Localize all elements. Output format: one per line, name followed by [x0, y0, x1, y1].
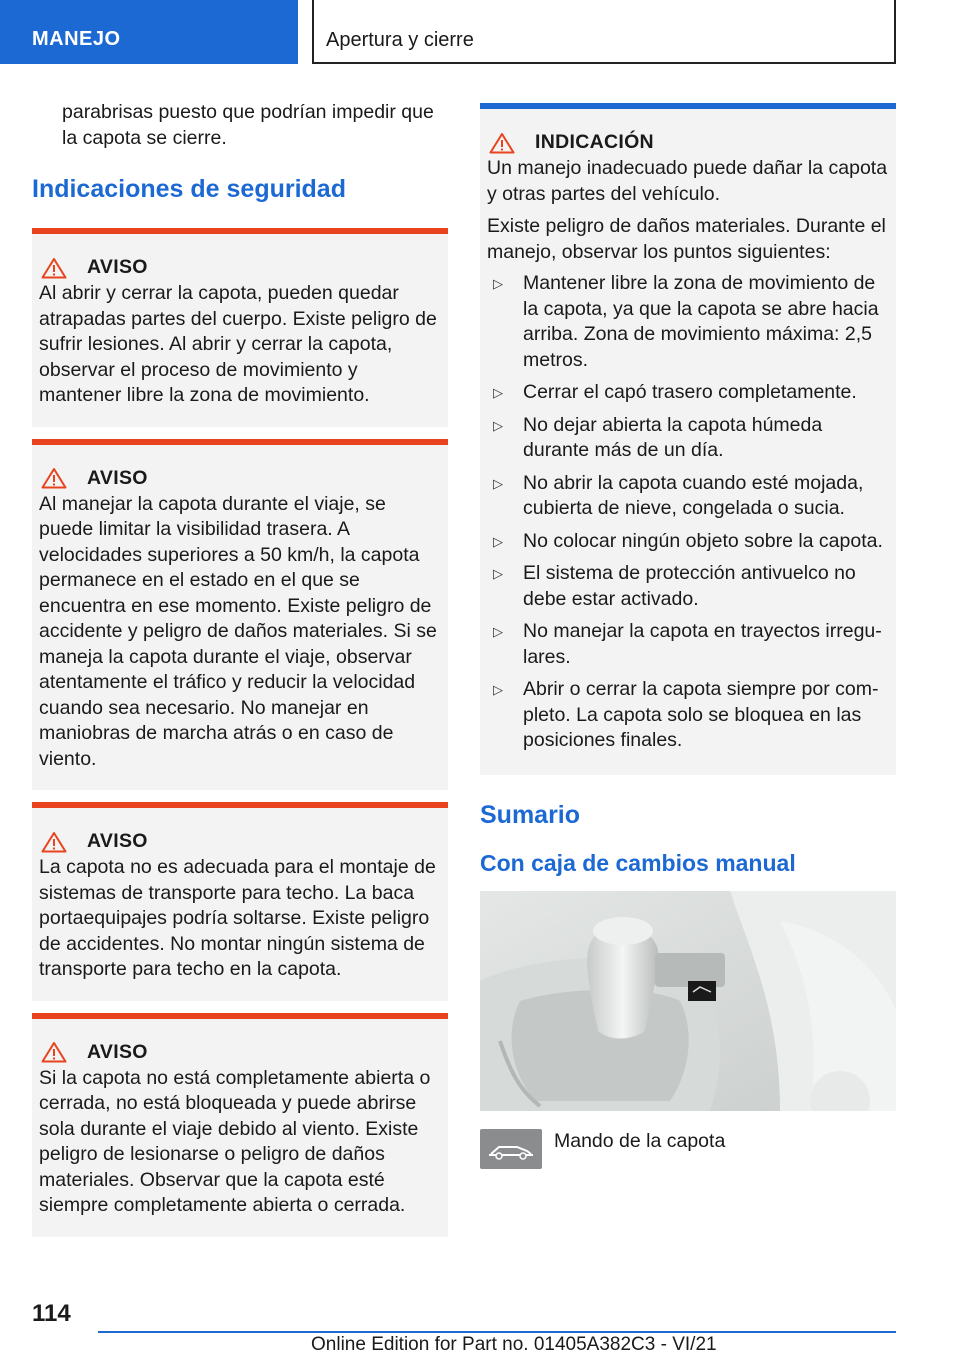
caption-text: Mando de la capota: [554, 1129, 726, 1152]
list-item: ▷ Mantener libre la zona de movimiento de la capota, ya que la capota se abre hacia arriba. Zona de movimiento máxima: 2,5 metros.: [487, 271, 888, 373]
list-item: ▷ No abrir la capota cuando esté mojada, cubierta de nieve, congelada o sucia.: [487, 471, 888, 522]
page-number: 114: [32, 1300, 71, 1327]
warning-box-4: [32, 1013, 448, 1237]
list-item: ▷ No colocar ningún objeto sobre la capota.: [487, 529, 888, 555]
triangle-right-icon: ▷: [493, 624, 503, 639]
warning-box-2: [32, 439, 448, 791]
warning-triangle-icon: [41, 1041, 67, 1063]
triangle-right-icon: ▷: [493, 417, 503, 433]
convertible-roof-icon: [480, 1129, 542, 1169]
summary-heading: Sumario: [480, 800, 581, 829]
intro-paragraph: parabrisas puesto que podrían impedir que la capota se cierre.: [62, 101, 434, 149]
warning-title: AVISO: [87, 466, 148, 489]
warning-text: Al manejar la capota durante el viaje, se puede limitar la visibilidad trasera. A velocidades superiores a 50 km/h, la capota permanece en el estado en el que se encuentra en ese momento. Existe peligro de accidente y peligro de daños materiales. Si se maneja la capota durante el viaje, observar atentamente el tráfico y reducir la velocidad cuando sea necesario. No manejar en maniobras de marcha atrás o en caso de viento.: [39, 492, 437, 770]
notice-para-2: Existe peligro de daños materiales. Durante el manejo, observar los puntos siguientes:: [487, 215, 886, 263]
footer-edition: Online Edition for Part no. 01405A382C3 - VI/21: [311, 1334, 717, 1355]
safety-heading: Indicaciones de seguridad: [32, 175, 346, 203]
warning-triangle-icon: [489, 132, 515, 154]
footer-divider: [98, 1331, 896, 1333]
warning-box-1: [32, 228, 448, 427]
triangle-right-icon: ▷: [493, 566, 503, 581]
right-column: [480, 103, 896, 1169]
warning-text: La capota no es adecuada para el montaje de sistemas de transporte para techo. La baca portaequipajes podría soltarse. Existe peligro de accidentes. No montar ningún sistema de transporte para techo en la capota.: [39, 856, 436, 980]
manual-gearbox-heading: Con caja de cambios manual: [480, 849, 796, 876]
list-item: ▷ Abrir o cerrar la capota siempre por completo. La capota solo se bloquea en las posiciones finales.: [487, 677, 888, 754]
warning-triangle-icon: [41, 831, 67, 853]
triangle-right-icon: ▷: [493, 475, 503, 491]
caption-row: [480, 1129, 896, 1169]
section-title: Apertura y cierre: [326, 29, 474, 51]
warning-text: Si la capota no está completamente abierta o cerrada, no está bloqueada y puede abrirse sola durante el viaje debido al viento. Existe peligro de lesionarse o peligro de daños materiales. Observar que la capota esté siempre completamente abierta o cerrada.: [39, 1066, 431, 1216]
list-item: ▷ El sistema de protección antivuelco no debe estar activado.: [487, 561, 888, 612]
chapter-title: MANEJO: [32, 28, 121, 50]
list-item: ▷ No manejar la capota en trayectos irregulares.: [487, 619, 888, 670]
notice-box: [480, 103, 896, 775]
triangle-right-icon: ▷: [493, 385, 503, 400]
notice-list: [487, 271, 888, 754]
left-column: [32, 100, 448, 1249]
triangle-right-icon: ▷: [493, 533, 503, 549]
console-photo: [480, 891, 896, 1111]
triangle-right-icon: ▷: [493, 682, 503, 697]
warning-title: AVISO: [87, 1040, 148, 1063]
warning-title: AVISO: [87, 256, 148, 278]
warning-title: AVISO: [87, 830, 148, 852]
chapter-tab: [0, 0, 298, 64]
list-item: ▷ Cerrar el capó trasero completamente.: [487, 380, 888, 406]
list-item: ▷ No dejar abierta la capota húmeda durante más de un día.: [487, 413, 888, 464]
section-header: [312, 0, 896, 64]
triangle-right-icon: ▷: [493, 276, 503, 291]
notice-title: INDICACIÓN: [535, 131, 654, 153]
warning-triangle-icon: [41, 467, 67, 489]
warning-triangle-icon: [41, 257, 67, 279]
warning-text: Al abrir y cerrar la capota, pueden quedar atrapadas partes del cuerpo. Existe peligro de sufrir lesiones. Al abrir y cerrar la capota, observar el proceso de movimiento y mantener libre la zona de movimiento.: [39, 282, 437, 406]
warning-box-3: [32, 802, 448, 1001]
console-illustration: [480, 891, 896, 1111]
notice-para-1: Un manejo inadecuado puede dañar la capota y otras partes del vehículo.: [487, 157, 888, 205]
